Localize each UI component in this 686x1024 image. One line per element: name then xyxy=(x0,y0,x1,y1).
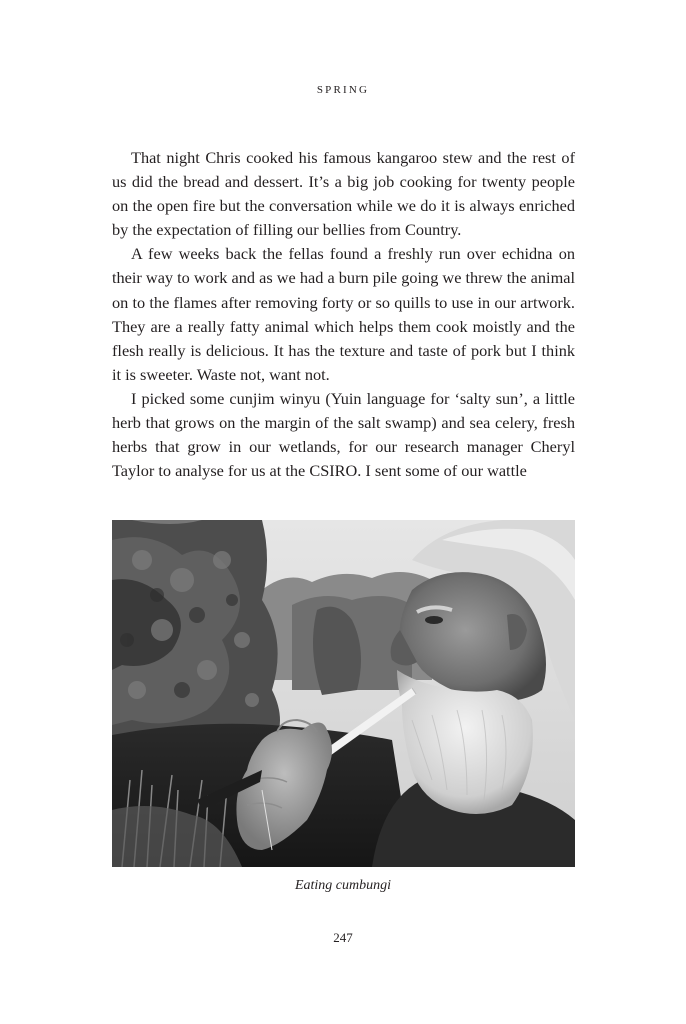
paragraph-1: That night Chris cooked his famous kangaroo stew and the rest of us did the bread and dessert. It’s a big job cooking for twenty people on the open fire but the conversation while we do it is always enriched by the expectation of filling our bellies from Country. xyxy=(112,148,575,240)
paragraph-2: A few weeks back the fellas found a freshly run over echidna on their way to work and as we had a burn pile going we threw the animal on to the flames after removing forty or so quills to use in our artwork. They are a really fatty animal which helps them cook moistly and the flesh really is delicious. It has the texture and taste of pork but I think it is sweeter. Waste not, want not. xyxy=(112,244,575,384)
body-text xyxy=(112,146,575,483)
running-head: SPRING xyxy=(316,84,370,96)
page-number: 247 xyxy=(333,930,353,945)
photo-man-eating-cumbungi xyxy=(112,520,575,867)
photo-image xyxy=(112,520,575,867)
photo-caption: Eating cumbungi xyxy=(294,878,392,893)
paragraph-3: I picked some cunjim winyu (Yuin language for ‘salty sun’, a little herb that grows on the margin of the salt swamp) and sea celery, fresh herbs that grow in our wetlands, for our research manager Cheryl Taylor to analyse for us at the CSIRO. I sent some of our wattle xyxy=(112,388,575,481)
